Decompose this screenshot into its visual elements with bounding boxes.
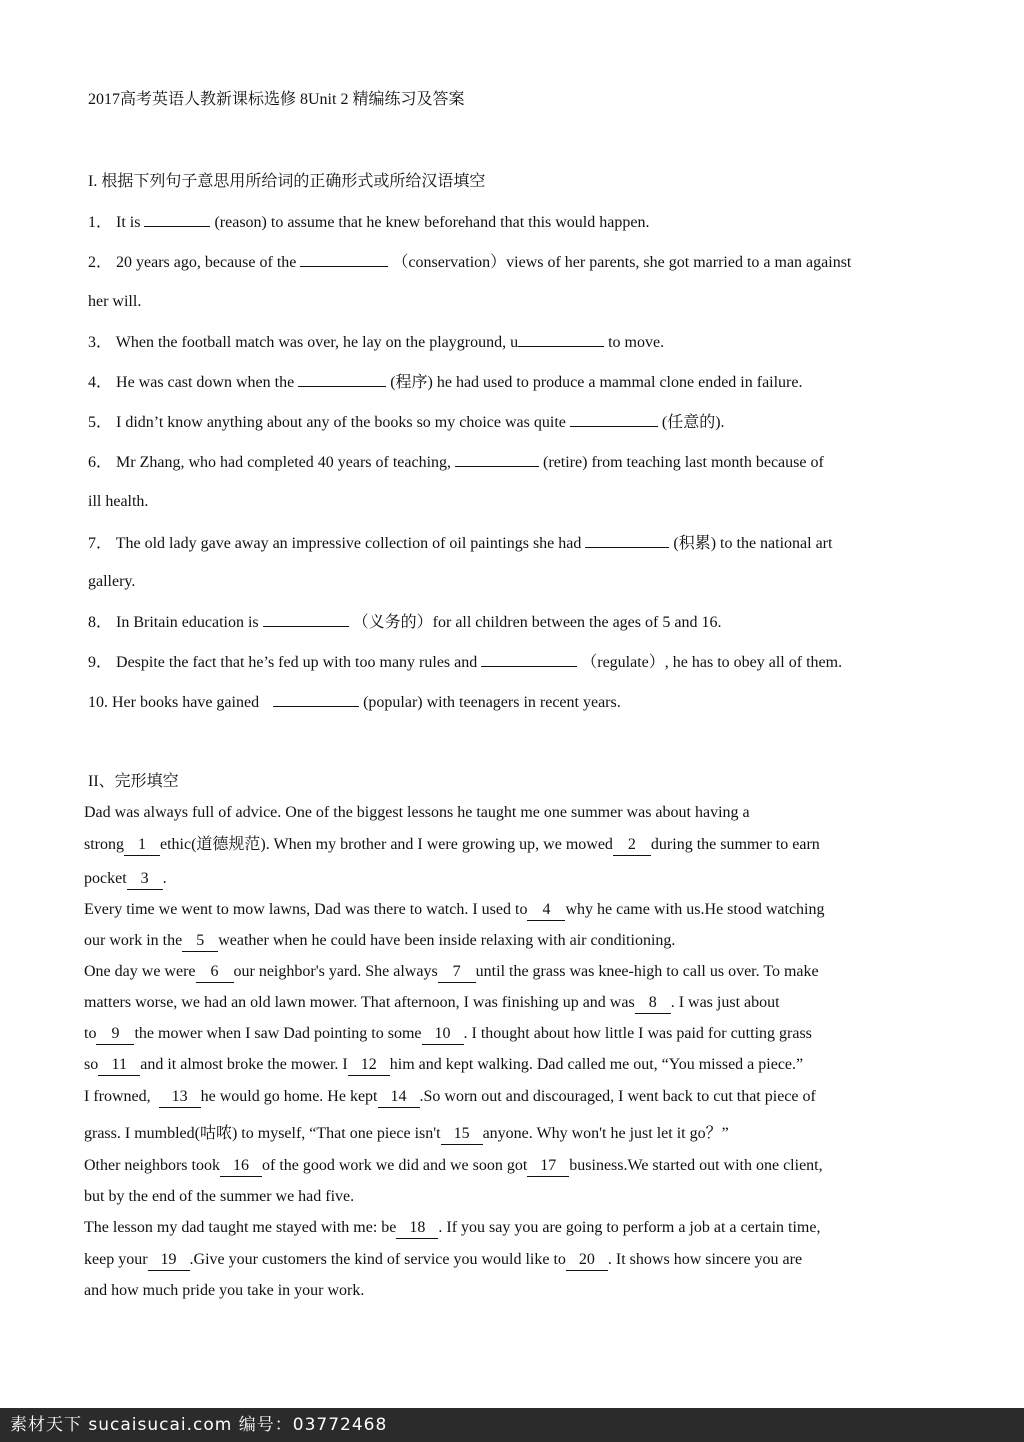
- question-number: 7．: [88, 535, 113, 552]
- cloze-line: The lesson my dad taught me stayed with me: be 18 . If you say you are going to perform a job at a certain time,: [84, 1218, 820, 1239]
- blank-number[interactable]: 16: [220, 1156, 262, 1177]
- blank-number[interactable]: 3: [127, 869, 163, 890]
- question-text: In Britain education is: [116, 614, 259, 631]
- blank-number[interactable]: 1: [124, 835, 160, 856]
- question-text: to move.: [608, 334, 665, 351]
- cloze-line: matters worse, we had an old lawn mower. That afternoon, I was finishing up and was 8 . I was just about: [84, 993, 780, 1014]
- question-number: 2．: [88, 254, 113, 271]
- blank-number[interactable]: 18: [396, 1218, 438, 1239]
- question-9: [88, 652, 842, 673]
- blank-number[interactable]: 19: [148, 1250, 190, 1271]
- blank-number[interactable]: 6: [196, 962, 234, 983]
- question-6: [88, 452, 824, 473]
- question-text: （conservation）views of her parents, she got married to a man against: [392, 254, 852, 271]
- cloze-line: One day we were 6 our neighbor's yard. She always 7 until the grass was knee-high to call us over. To make: [84, 962, 819, 983]
- question-5: [88, 412, 725, 433]
- cloze-line: but by the end of the summer we had five.: [84, 1188, 355, 1205]
- answer-blank[interactable]: [570, 412, 658, 427]
- blank-number[interactable]: 17: [527, 1156, 569, 1177]
- question-text: The old lady gave away an impressive collection of oil paintings she had: [115, 535, 582, 552]
- answer-blank[interactable]: [263, 612, 349, 627]
- blank-number[interactable]: 12: [348, 1055, 390, 1076]
- blank-number[interactable]: 4: [527, 900, 565, 921]
- question-text: (任意的).: [661, 414, 725, 431]
- answer-blank[interactable]: [481, 652, 577, 667]
- blank-number[interactable]: 15: [441, 1124, 483, 1145]
- question-6-cont: ill health.: [88, 493, 149, 510]
- blank-number[interactable]: 8: [635, 993, 671, 1014]
- question-text: Despite the fact that he’s fed up with too many rules and: [116, 654, 478, 671]
- cloze-line: keep your 19 .Give your customers the kind of service you would like to 20 . It shows how sincere you are: [84, 1250, 802, 1271]
- blank-number[interactable]: 2: [613, 835, 651, 856]
- question-number: 5．: [88, 414, 113, 431]
- question-7-cont: gallery.: [88, 573, 136, 590]
- blank-number[interactable]: 5: [182, 931, 218, 952]
- question-2: [88, 252, 851, 273]
- question-3: [88, 332, 664, 353]
- question-number: 3．: [88, 334, 113, 351]
- watermark-bar: 素材天下 sucaisucai.com 编号：03772468: [0, 1408, 1024, 1442]
- cloze-line: so 11 and it almost broke the mower. I 12 him and kept walking. Dad called me out, “You missed a piece.”: [84, 1055, 803, 1076]
- question-text: (积累) to the national art: [673, 535, 833, 552]
- question-text: He was cast down when the: [116, 374, 295, 391]
- question-2-cont: her will.: [88, 293, 142, 310]
- section2-heading: II、完形填空: [88, 773, 179, 790]
- question-number: 6．: [88, 454, 113, 471]
- cloze-line: I frowned, 13 he would go home. He kept 14 .So worn out and discouraged, I went back to cut that piece of: [84, 1087, 816, 1108]
- question-7: [88, 533, 832, 554]
- question-text: (retire) from teaching last month because of: [543, 454, 824, 471]
- cloze-line: grass. I mumbled(咕哝) to myself, “That one piece isn't 15 anyone. Why won't he just let it go？”: [84, 1124, 729, 1145]
- blank-number[interactable]: 20: [566, 1250, 608, 1271]
- question-1: [88, 212, 649, 233]
- question-text: Her books have gained: [112, 694, 260, 711]
- cloze-line: our work in the 5 weather when he could have been inside relaxing with air conditioning.: [84, 931, 675, 952]
- question-text: (程序) he had used to produce a mammal clone ended in failure.: [390, 374, 803, 391]
- question-10: [88, 692, 621, 713]
- answer-blank[interactable]: [144, 212, 210, 227]
- blank-number[interactable]: 9: [96, 1024, 134, 1045]
- answer-blank[interactable]: [298, 372, 386, 387]
- question-text: Mr Zhang, who had completed 40 years of teaching,: [116, 454, 452, 471]
- section1-heading: I. 根据下列句子意思用所给词的正确形式或所给汉语填空: [88, 173, 486, 190]
- question-text: I didn’t know anything about any of the books so my choice was quite: [116, 414, 566, 431]
- answer-blank[interactable]: [518, 332, 604, 347]
- cloze-line: strong 1 ethic(道德规范). When my brother and I were growing up, we mowed 2 during the summer to earn: [84, 835, 820, 856]
- answer-blank[interactable]: [585, 533, 669, 548]
- blank-number[interactable]: 10: [422, 1024, 464, 1045]
- question-text: When the football match was over, he lay on the playground, u: [115, 334, 519, 351]
- answer-blank[interactable]: [455, 452, 539, 467]
- blank-number[interactable]: 11: [98, 1055, 140, 1076]
- question-4: [88, 372, 803, 393]
- cloze-line: Every time we went to mow lawns, Dad was there to watch. I used to 4 why he came with us.He stood watching: [84, 900, 825, 921]
- question-8: [88, 612, 721, 633]
- question-text: （义务的）for all children between the ages of 5 and 16.: [352, 614, 722, 631]
- question-number: 9．: [88, 654, 113, 671]
- document-title: 2017高考英语人教新课标选修 8Unit 2 精编练习及答案: [88, 91, 465, 108]
- cloze-line: to 9 the mower when I saw Dad pointing to some 10 . I thought about how little I was paid for cutting grass: [84, 1024, 812, 1045]
- answer-blank[interactable]: [300, 252, 388, 267]
- cloze-line: Other neighbors took 16 of the good work we did and we soon got 17 business.We started out with one client,: [84, 1156, 823, 1177]
- cloze-line: pocket 3 .: [84, 869, 167, 890]
- question-text: （regulate）, he has to obey all of them.: [581, 654, 843, 671]
- question-number: 4．: [88, 374, 113, 391]
- cloze-line: and how much pride you take in your work.: [84, 1282, 365, 1299]
- question-text: 20 years ago, because of the: [116, 254, 297, 271]
- blank-number[interactable]: 7: [438, 962, 476, 983]
- cloze-line: Dad was always full of advice. One of the biggest lessons he taught me one summer was about having a: [84, 804, 750, 821]
- question-number: 10.: [88, 694, 108, 711]
- question-number: 1．: [88, 214, 113, 231]
- question-text: (popular) with teenagers in recent years.: [363, 694, 621, 711]
- question-number: 8．: [88, 614, 113, 631]
- blank-number[interactable]: 14: [378, 1087, 420, 1108]
- answer-blank[interactable]: [273, 692, 359, 707]
- question-text: It is: [116, 214, 141, 231]
- blank-number[interactable]: 13: [159, 1087, 201, 1108]
- question-text: (reason) to assume that he knew beforehand that this would happen.: [214, 214, 650, 231]
